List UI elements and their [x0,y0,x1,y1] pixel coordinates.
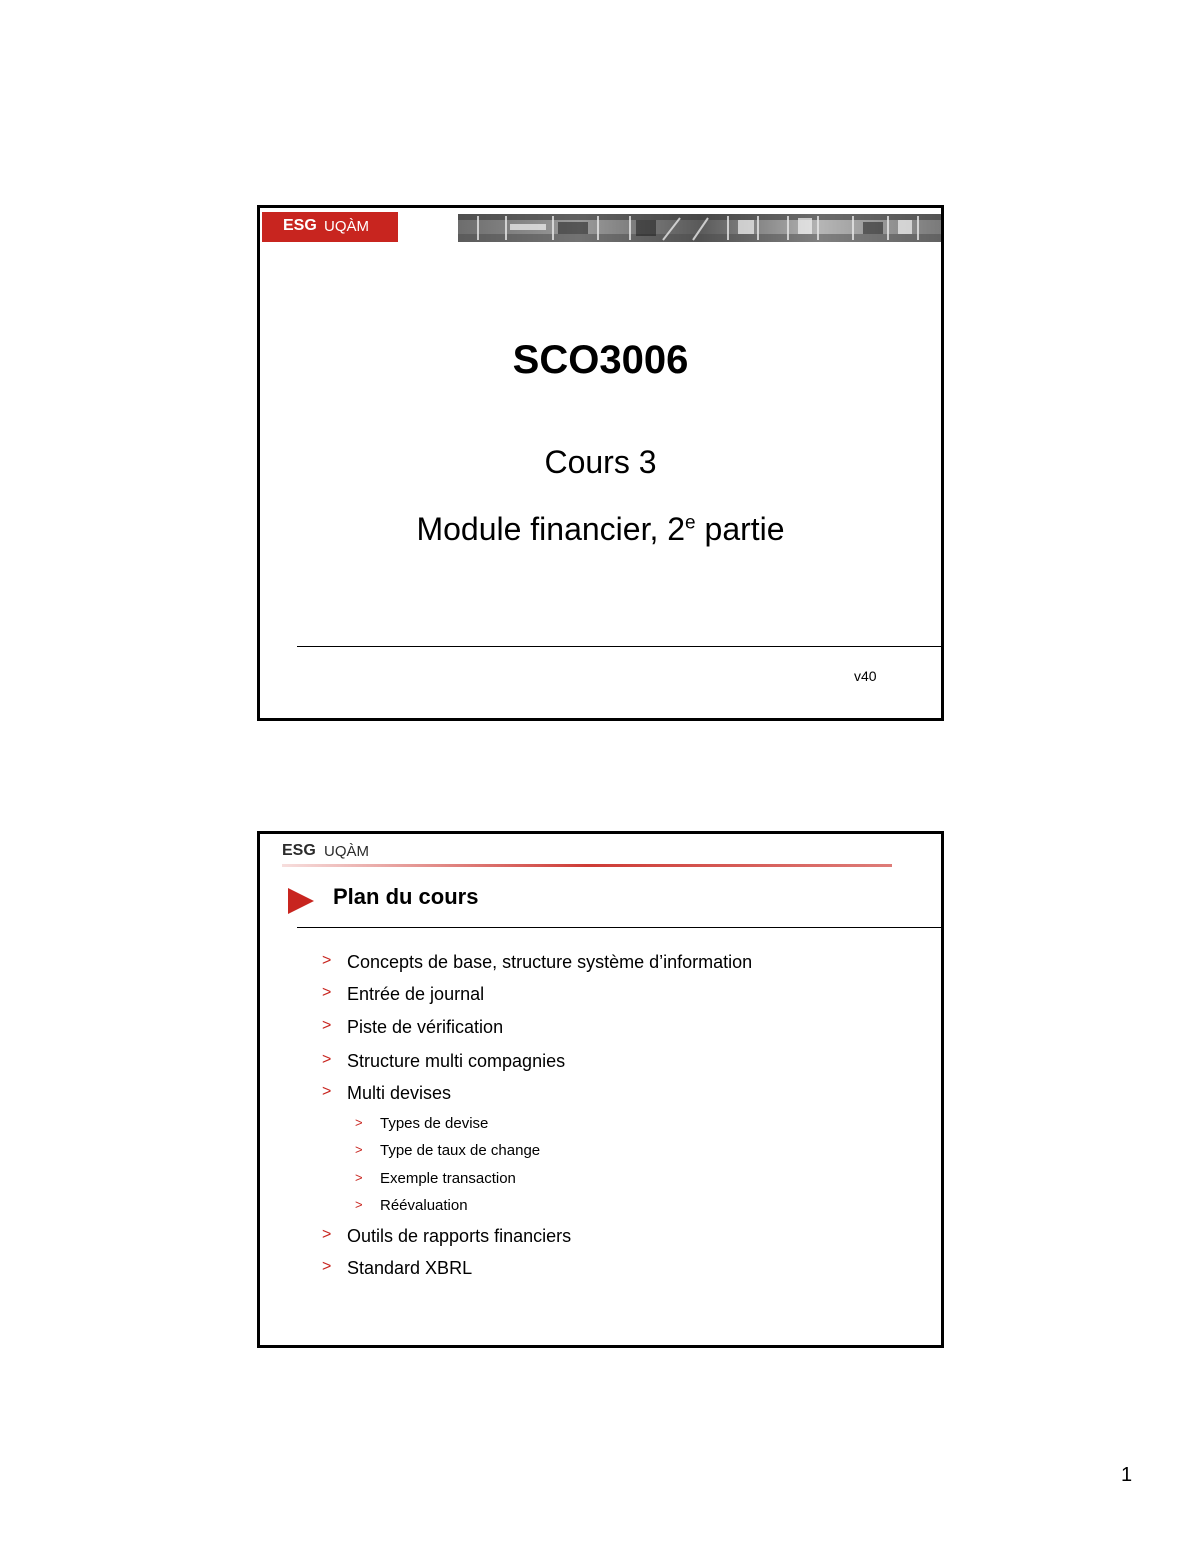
page-number: 1 [1121,1464,1133,1486]
sub-list-item-text: Type de taux de change [380,1142,541,1159]
list-item-text: Outils de rapports financiers [347,1226,572,1246]
logo-esg-text: ESG [283,217,317,234]
list-item-text: Entrée de journal [347,984,485,1004]
bullet-marker: > [322,984,332,1001]
bullet-marker: > [322,1051,332,1068]
logo-uqam-text: UQÀM [324,843,369,860]
logo-uqam-text: UQÀM [324,218,369,235]
list-item-text: Standard XBRL [347,1258,473,1278]
course-code-title: SCO3006 [512,338,689,382]
list-item-text: Piste de vérification [347,1017,504,1037]
bullet-marker: > [322,1017,332,1034]
bullet-marker: > [355,1142,363,1157]
list-item-text: Multi devises [347,1083,452,1103]
module-subtitle-superscript: e [685,512,696,534]
bullet-marker: > [322,1258,332,1275]
bullet-marker: > [322,952,332,969]
module-subtitle-rest: partie [695,511,785,547]
outline-slide [257,831,944,1348]
building-photo-banner [458,214,941,242]
list-item-text: Concepts de base, structure système d’information [347,952,753,972]
bullet-marker: > [355,1170,363,1185]
header-red-line [282,864,892,867]
title-divider [297,927,941,928]
course-number: Cours 3 [544,444,657,480]
bullet-marker: > [322,1083,332,1100]
slide-header-banner [260,210,941,243]
title-slide [257,205,944,721]
sub-list-item-text: Types de devise [380,1115,489,1132]
module-subtitle [260,511,941,548]
slide-title: Plan du cours [333,884,479,909]
esg-uqam-logo [262,212,398,242]
sub-list-item-text: Exemple transaction [380,1170,516,1187]
bullet-marker: > [322,1226,332,1243]
module-subtitle-text: Module financier, 2 [416,511,686,547]
play-triangle-icon [286,886,316,916]
bullet-marker: > [355,1197,363,1212]
sub-list-item-text: Réévaluation [380,1197,468,1214]
logo-esg-text: ESG [282,842,316,859]
bullet-marker: > [355,1115,363,1130]
list-item-text: Structure multi compagnies [347,1051,566,1071]
version-label: v40 [854,668,877,684]
footer-divider [297,646,941,647]
